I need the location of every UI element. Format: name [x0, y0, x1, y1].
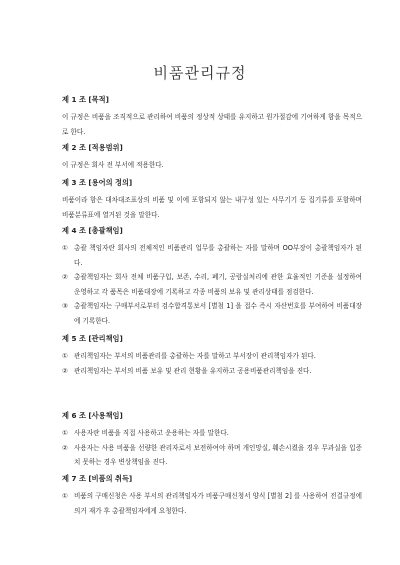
item-number: ②: [62, 273, 68, 281]
list-item: [62, 270, 362, 299]
article-heading: 제 3 조 [용어의 정의]: [62, 178, 133, 187]
list-item: [62, 441, 362, 470]
article-1: [62, 95, 362, 139]
document-title: 비품관리규정: [153, 64, 247, 82]
item-text: 관리책임자는 부서의 비품 보유 및 관리 현황을 유지하고 공용비품관리책임을 진다.: [74, 366, 312, 375]
item-number: ②: [62, 443, 68, 452]
article-heading: 제 6 조 [사용책임]: [62, 411, 123, 420]
article-7: [62, 474, 362, 518]
article-5: [62, 334, 362, 378]
item-text: 비품의 구매신청은 사용 부서의 관리책임자가 비품구매신청서 양식 [별첨 2] 를 사용하여 전결규정에 의거 재가 후 총괄책임자에게 요청한다.: [74, 492, 362, 515]
list-item: [62, 364, 362, 379]
list-item: [62, 299, 362, 328]
item-text: 사용자는 사용 비품을 선량한 관리자로서 보전하여야 하며 개인망실, 훼손시켰을 경우 무과실을 입증치 못하는 경우 변상책임을 진다.: [74, 443, 362, 466]
article-heading: 제 7 조 [비품의 취득]: [62, 474, 133, 483]
article-text: 비품이라 함은 대차대조표상의 비품 및 이에 포함되지 않는 내구성 있는 사무기기 등 집기류를 포함하며 비품분류표에 열거된 것을 말한다.: [62, 196, 362, 219]
list-item: [62, 426, 362, 441]
article-6: [62, 411, 362, 470]
article-text: 이 규정은 회사 전 부서에 적용한다.: [62, 161, 164, 169]
article-text: 이 규정은 비품을 조직적으로 관리하여 비품의 정상적 상태를 유지하고 원가절감에 기여하게 함을 목적으로 한다.: [62, 113, 362, 136]
item-text: 총괄책임자는 구매부서로부터 검수합격통보서 [별첨 1] 을 접수 즉시 자산번호를 부여하여 비품대장에 기록한다.: [74, 302, 362, 325]
article-item-list: [62, 349, 362, 378]
item-number: ②: [62, 366, 68, 375]
item-number: ①: [62, 244, 68, 252]
item-text: 총괄책임자는 회사 전체 비품구입, 보존, 수리, 폐기, 공람실처리에 관한 효율적인 기준을 설정하여 운영하고 각 품목은 비품대장에 기록하고 각종 비품의 보유 및 관리상태를 점검한다.: [74, 273, 362, 296]
item-text: 관리책임자는 부서의 비품관리를 총괄하는 자를 말하고 부서장이 관리책임자가 된다.: [74, 352, 316, 360]
item-text: 사용자란 비품을 직접 사용하고 운용하는 자를 말한다.: [74, 429, 229, 437]
list-item: [62, 349, 362, 364]
article-heading: 제 2 조 [적용범위]: [62, 143, 123, 152]
article-2: [62, 143, 362, 173]
article-heading: 제 5 조 [관리책임]: [62, 334, 123, 343]
article-4: [62, 226, 362, 328]
item-text: 총괄 책임자란 회사의 전체적인 비품관리 업무를 총괄하는 자를 말하며 OO부장이 총괄책임자가 된다.: [74, 244, 362, 267]
article-heading: 제 1 조 [목적]: [62, 95, 109, 104]
list-item: [62, 241, 362, 270]
item-number: ①: [62, 352, 68, 360]
article-heading: 제 4 조 [총괄책임]: [62, 226, 123, 235]
article-item-list: [62, 241, 362, 328]
list-item: [62, 489, 362, 518]
article-item-list: [62, 489, 362, 518]
article-item-list: [62, 426, 362, 470]
item-number: ①: [62, 429, 68, 437]
item-number: ③: [62, 302, 68, 310]
item-number: ①: [62, 492, 68, 500]
article-3: [62, 178, 362, 222]
